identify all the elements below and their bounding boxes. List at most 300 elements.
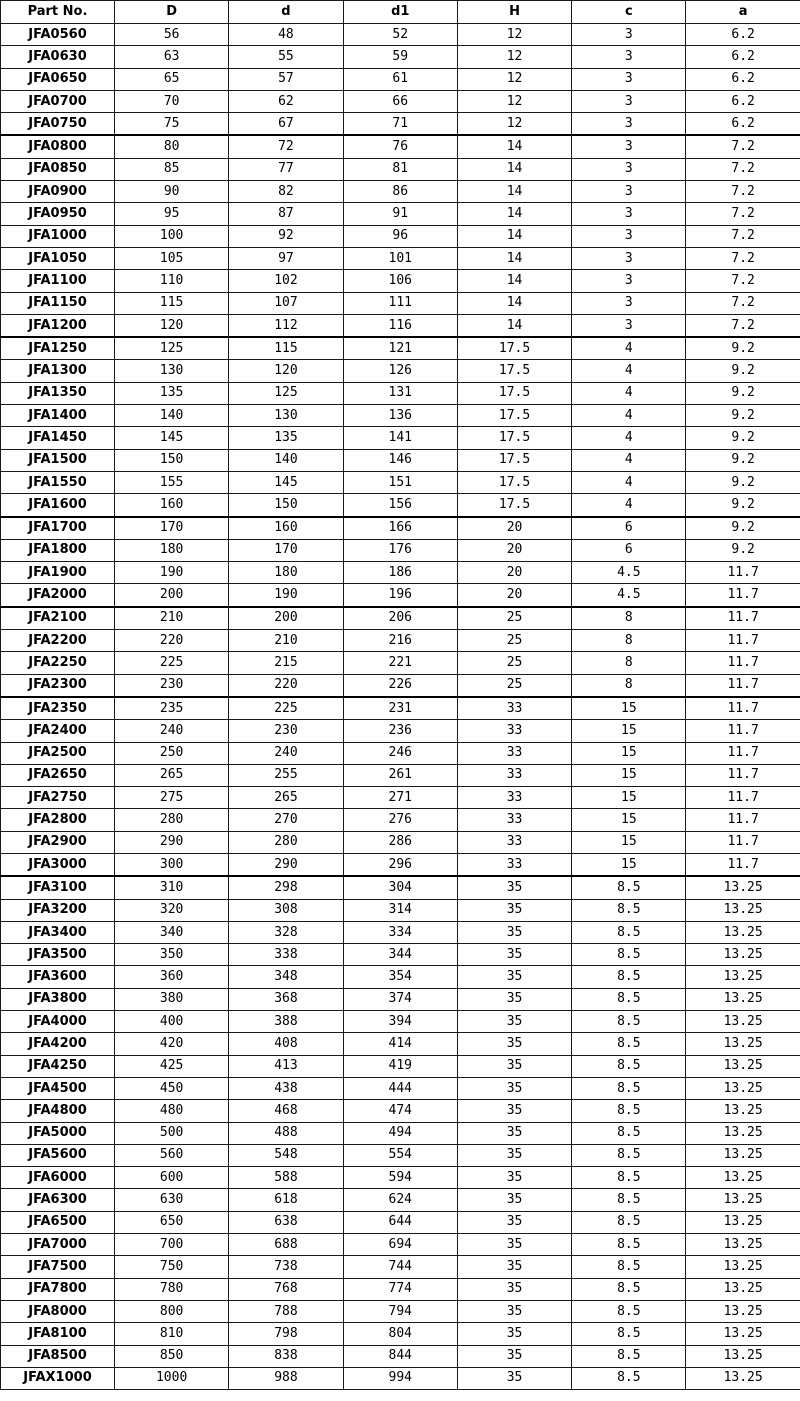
cell-d: 225 [229,697,343,720]
header-H: H [457,1,571,24]
cell-part-no: JFA1800 [1,539,115,561]
cell-part-no: JFA1050 [1,247,115,269]
cell-D: 63 [115,46,229,68]
cell-a: 13.25 [686,876,800,899]
header-D: D [115,1,229,24]
cell-H: 35 [457,1011,571,1033]
cell-D: 360 [115,966,229,988]
cell-H: 35 [457,1211,571,1233]
cell-a: 13.25 [686,1211,800,1233]
cell-d: 67 [229,113,343,136]
cell-a: 7.2 [686,270,800,292]
table-row [1,1189,800,1211]
table-row [1,1122,800,1144]
cell-D: 150 [115,449,229,471]
cell-d: 988 [229,1367,343,1389]
cell-d: 145 [229,471,343,493]
cell-a: 7.2 [686,225,800,247]
cell-D: 105 [115,247,229,269]
cell-d: 55 [229,46,343,68]
cell-c: 4 [572,382,686,404]
cell-part-no: JFA3800 [1,988,115,1010]
cell-a: 13.25 [686,1055,800,1077]
cell-D: 70 [115,90,229,112]
cell-c: 8.5 [572,1345,686,1367]
cell-part-no: JFA5000 [1,1122,115,1144]
cell-H: 20 [457,539,571,561]
cell-a: 13.25 [686,1189,800,1211]
cell-D: 235 [115,697,229,720]
cell-d: 72 [229,135,343,158]
cell-c: 8.5 [572,1189,686,1211]
cell-d1: 794 [343,1300,457,1322]
table-row [1,787,800,809]
cell-d: 210 [229,630,343,652]
header-a: a [686,1,800,24]
cell-a: 9.2 [686,405,800,427]
table-row [1,1300,800,1322]
table-row [1,674,800,697]
cell-d1: 261 [343,764,457,786]
cell-c: 6 [572,539,686,561]
cell-c: 15 [572,831,686,853]
cell-part-no: JFA2350 [1,697,115,720]
cell-part-no: JFA1600 [1,494,115,517]
cell-D: 800 [115,1300,229,1322]
table-row [1,966,800,988]
table-row [1,876,800,899]
cell-d1: 644 [343,1211,457,1233]
cell-part-no: JFA0900 [1,181,115,203]
cell-H: 33 [457,809,571,831]
cell-H: 35 [457,1055,571,1077]
cell-d: 280 [229,831,343,853]
cell-a: 13.25 [686,1323,800,1345]
cell-part-no: JFA3600 [1,966,115,988]
cell-d1: 151 [343,471,457,493]
cell-part-no: JFA2750 [1,787,115,809]
cell-a: 9.2 [686,427,800,449]
cell-a: 13.25 [686,1278,800,1300]
table-row [1,539,800,561]
cell-a: 11.7 [686,697,800,720]
cell-c: 8.5 [572,1167,686,1189]
cell-d: 92 [229,225,343,247]
cell-d: 298 [229,876,343,899]
cell-H: 17.5 [457,405,571,427]
table-row [1,1077,800,1099]
cell-d: 200 [229,607,343,630]
cell-part-no: JFA1700 [1,517,115,540]
cell-H: 35 [457,944,571,966]
cell-D: 95 [115,203,229,225]
cell-part-no: JFA0630 [1,46,115,68]
cell-D: 180 [115,539,229,561]
cell-a: 13.25 [686,1167,800,1189]
cell-part-no: JFA2100 [1,607,115,630]
cell-part-no: JFA2250 [1,652,115,674]
cell-part-no: JFA1000 [1,225,115,247]
cell-a: 6.2 [686,24,800,46]
cell-H: 12 [457,90,571,112]
cell-H: 33 [457,831,571,853]
cell-a: 9.2 [686,360,800,382]
cell-d1: 176 [343,539,457,561]
cell-D: 400 [115,1011,229,1033]
cell-H: 14 [457,270,571,292]
cell-D: 120 [115,314,229,337]
cell-d: 618 [229,1189,343,1211]
cell-H: 35 [457,1345,571,1367]
cell-d: 328 [229,921,343,943]
cell-d1: 71 [343,113,457,136]
cell-a: 13.25 [686,1011,800,1033]
cell-d: 488 [229,1122,343,1144]
cell-H: 17.5 [457,449,571,471]
cell-d1: 494 [343,1122,457,1144]
cell-D: 560 [115,1144,229,1166]
cell-d1: 844 [343,1345,457,1367]
cell-H: 20 [457,517,571,540]
cell-d: 413 [229,1055,343,1077]
cell-a: 7.2 [686,158,800,180]
cell-c: 8 [572,674,686,697]
cell-c: 15 [572,697,686,720]
cell-a: 9.2 [686,337,800,360]
cell-c: 3 [572,314,686,337]
cell-H: 33 [457,787,571,809]
cell-c: 15 [572,853,686,876]
cell-a: 13.25 [686,921,800,943]
cell-H: 17.5 [457,337,571,360]
cell-d1: 221 [343,652,457,674]
cell-H: 35 [457,988,571,1010]
table-row [1,899,800,921]
cell-d1: 111 [343,292,457,314]
cell-D: 220 [115,630,229,652]
cell-D: 290 [115,831,229,853]
cell-d1: 91 [343,203,457,225]
cell-H: 12 [457,113,571,136]
cell-d1: 76 [343,135,457,158]
cell-d: 125 [229,382,343,404]
cell-H: 35 [457,1144,571,1166]
cell-d1: 141 [343,427,457,449]
cell-a: 11.7 [686,831,800,853]
cell-H: 25 [457,652,571,674]
cell-D: 75 [115,113,229,136]
cell-d: 438 [229,1077,343,1099]
cell-H: 35 [457,1077,571,1099]
cell-c: 15 [572,764,686,786]
cell-D: 850 [115,1345,229,1367]
cell-H: 35 [457,876,571,899]
cell-part-no: JFA4800 [1,1100,115,1122]
table-row [1,427,800,449]
cell-d: 107 [229,292,343,314]
header-d: d [229,1,343,24]
cell-d: 468 [229,1100,343,1122]
table-row [1,1323,800,1345]
table-row [1,181,800,203]
cell-d1: 354 [343,966,457,988]
cell-d1: 156 [343,494,457,517]
cell-c: 3 [572,247,686,269]
cell-a: 11.7 [686,674,800,697]
header-c: c [572,1,686,24]
cell-D: 810 [115,1323,229,1345]
cell-d1: 61 [343,68,457,90]
cell-H: 20 [457,562,571,584]
cell-d: 57 [229,68,343,90]
cell-d: 768 [229,1278,343,1300]
table-row [1,1011,800,1033]
cell-part-no: JFA3400 [1,921,115,943]
cell-c: 4.5 [572,584,686,607]
cell-H: 35 [457,1367,571,1389]
table-row [1,158,800,180]
cell-c: 4 [572,449,686,471]
cell-a: 9.2 [686,471,800,493]
cell-D: 780 [115,1278,229,1300]
cell-a: 13.25 [686,988,800,1010]
cell-D: 340 [115,921,229,943]
cell-d1: 394 [343,1011,457,1033]
table-row [1,1144,800,1166]
cell-part-no: JFA1150 [1,292,115,314]
cell-a: 6.2 [686,68,800,90]
cell-H: 17.5 [457,494,571,517]
cell-d: 838 [229,1345,343,1367]
cell-d: 368 [229,988,343,1010]
cell-part-no: JFA6000 [1,1167,115,1189]
cell-c: 4 [572,427,686,449]
header-d1: d1 [343,1,457,24]
table-row [1,562,800,584]
table-row [1,203,800,225]
cell-d1: 206 [343,607,457,630]
cell-d1: 314 [343,899,457,921]
cell-c: 6 [572,517,686,540]
cell-part-no: JFA0560 [1,24,115,46]
table-row [1,1234,800,1256]
cell-d: 638 [229,1211,343,1233]
cell-d1: 236 [343,720,457,742]
table-row [1,270,800,292]
cell-c: 8.5 [572,988,686,1010]
cell-c: 8.5 [572,1234,686,1256]
cell-H: 14 [457,135,571,158]
table-row [1,584,800,607]
cell-c: 4 [572,360,686,382]
cell-a: 6.2 [686,90,800,112]
cell-d1: 226 [343,674,457,697]
cell-d1: 96 [343,225,457,247]
cell-d1: 146 [343,449,457,471]
cell-a: 7.2 [686,135,800,158]
cell-H: 33 [457,764,571,786]
cell-H: 25 [457,607,571,630]
cell-a: 13.25 [686,1300,800,1322]
cell-d: 408 [229,1033,343,1055]
cell-H: 35 [457,966,571,988]
cell-H: 14 [457,181,571,203]
cell-c: 3 [572,135,686,158]
cell-H: 35 [457,1122,571,1144]
cell-H: 33 [457,853,571,876]
cell-a: 13.25 [686,944,800,966]
cell-a: 7.2 [686,181,800,203]
cell-d1: 106 [343,270,457,292]
cell-a: 7.2 [686,203,800,225]
cell-c: 8.5 [572,1323,686,1345]
cell-d1: 166 [343,517,457,540]
cell-d: 588 [229,1167,343,1189]
cell-part-no: JFA2200 [1,630,115,652]
header-part-no: Part No. [1,1,115,24]
cell-D: 300 [115,853,229,876]
cell-d1: 216 [343,630,457,652]
cell-c: 4 [572,405,686,427]
cell-d1: 624 [343,1189,457,1211]
table-row [1,382,800,404]
cell-H: 17.5 [457,471,571,493]
table-row [1,1100,800,1122]
cell-d1: 304 [343,876,457,899]
cell-a: 13.25 [686,1033,800,1055]
table-row [1,68,800,90]
table-row [1,360,800,382]
cell-d: 548 [229,1144,343,1166]
cell-part-no: JFA4200 [1,1033,115,1055]
cell-part-no: JFA3100 [1,876,115,899]
cell-a: 13.25 [686,1367,800,1389]
cell-D: 250 [115,742,229,764]
cell-D: 480 [115,1100,229,1122]
cell-d1: 554 [343,1144,457,1166]
cell-part-no: JFA8000 [1,1300,115,1322]
cell-c: 4 [572,494,686,517]
cell-c: 3 [572,46,686,68]
cell-d1: 286 [343,831,457,853]
cell-d: 220 [229,674,343,697]
table-row [1,292,800,314]
cell-d: 115 [229,337,343,360]
cell-part-no: JFA2800 [1,809,115,831]
cell-part-no: JFA8500 [1,1345,115,1367]
cell-part-no: JFA2650 [1,764,115,786]
table-row [1,494,800,517]
table-row [1,742,800,764]
cell-a: 13.25 [686,1100,800,1122]
cell-a: 11.7 [686,787,800,809]
table-row [1,1033,800,1055]
cell-part-no: JFA0950 [1,203,115,225]
cell-D: 310 [115,876,229,899]
cell-c: 4 [572,337,686,360]
cell-H: 35 [457,921,571,943]
cell-d1: 444 [343,1077,457,1099]
cell-part-no: JFA1900 [1,562,115,584]
cell-c: 8.5 [572,1055,686,1077]
table-row [1,921,800,943]
cell-d1: 694 [343,1234,457,1256]
cell-d: 135 [229,427,343,449]
table-row [1,247,800,269]
cell-D: 65 [115,68,229,90]
table-row [1,113,800,136]
cell-H: 33 [457,720,571,742]
cell-d: 338 [229,944,343,966]
cell-D: 115 [115,292,229,314]
cell-d: 180 [229,562,343,584]
cell-H: 17.5 [457,360,571,382]
cell-D: 275 [115,787,229,809]
cell-H: 35 [457,1256,571,1278]
cell-c: 15 [572,809,686,831]
cell-H: 35 [457,1234,571,1256]
cell-d1: 121 [343,337,457,360]
cell-d: 215 [229,652,343,674]
cell-part-no: JFA4500 [1,1077,115,1099]
cell-part-no: JFA2500 [1,742,115,764]
cell-D: 230 [115,674,229,697]
cell-part-no: JFA7000 [1,1234,115,1256]
table-row [1,46,800,68]
cell-D: 500 [115,1122,229,1144]
cell-d1: 52 [343,24,457,46]
cell-c: 8.5 [572,1100,686,1122]
cell-H: 25 [457,630,571,652]
table-row [1,471,800,493]
cell-c: 8.5 [572,921,686,943]
cell-D: 56 [115,24,229,46]
cell-a: 13.25 [686,899,800,921]
cell-part-no: JFA1450 [1,427,115,449]
cell-c: 8.5 [572,944,686,966]
cell-a: 7.2 [686,247,800,269]
cell-a: 7.2 [686,292,800,314]
table-row [1,988,800,1010]
cell-a: 11.7 [686,720,800,742]
cell-H: 14 [457,292,571,314]
cell-d1: 414 [343,1033,457,1055]
cell-D: 90 [115,181,229,203]
cell-c: 8.5 [572,1011,686,1033]
cell-D: 280 [115,809,229,831]
table-row [1,1211,800,1233]
cell-part-no: JFA6300 [1,1189,115,1211]
cell-c: 3 [572,270,686,292]
cell-d1: 594 [343,1167,457,1189]
cell-d: 102 [229,270,343,292]
cell-D: 225 [115,652,229,674]
cell-c: 8.5 [572,1300,686,1322]
cell-d1: 804 [343,1323,457,1345]
cell-d: 190 [229,584,343,607]
cell-H: 35 [457,899,571,921]
cell-part-no: JFA1100 [1,270,115,292]
cell-part-no: JFA1250 [1,337,115,360]
table-row [1,630,800,652]
cell-H: 20 [457,584,571,607]
cell-D: 190 [115,562,229,584]
cell-d: 170 [229,539,343,561]
cell-c: 15 [572,742,686,764]
cell-c: 8.5 [572,876,686,899]
cell-H: 33 [457,697,571,720]
cell-d: 130 [229,405,343,427]
